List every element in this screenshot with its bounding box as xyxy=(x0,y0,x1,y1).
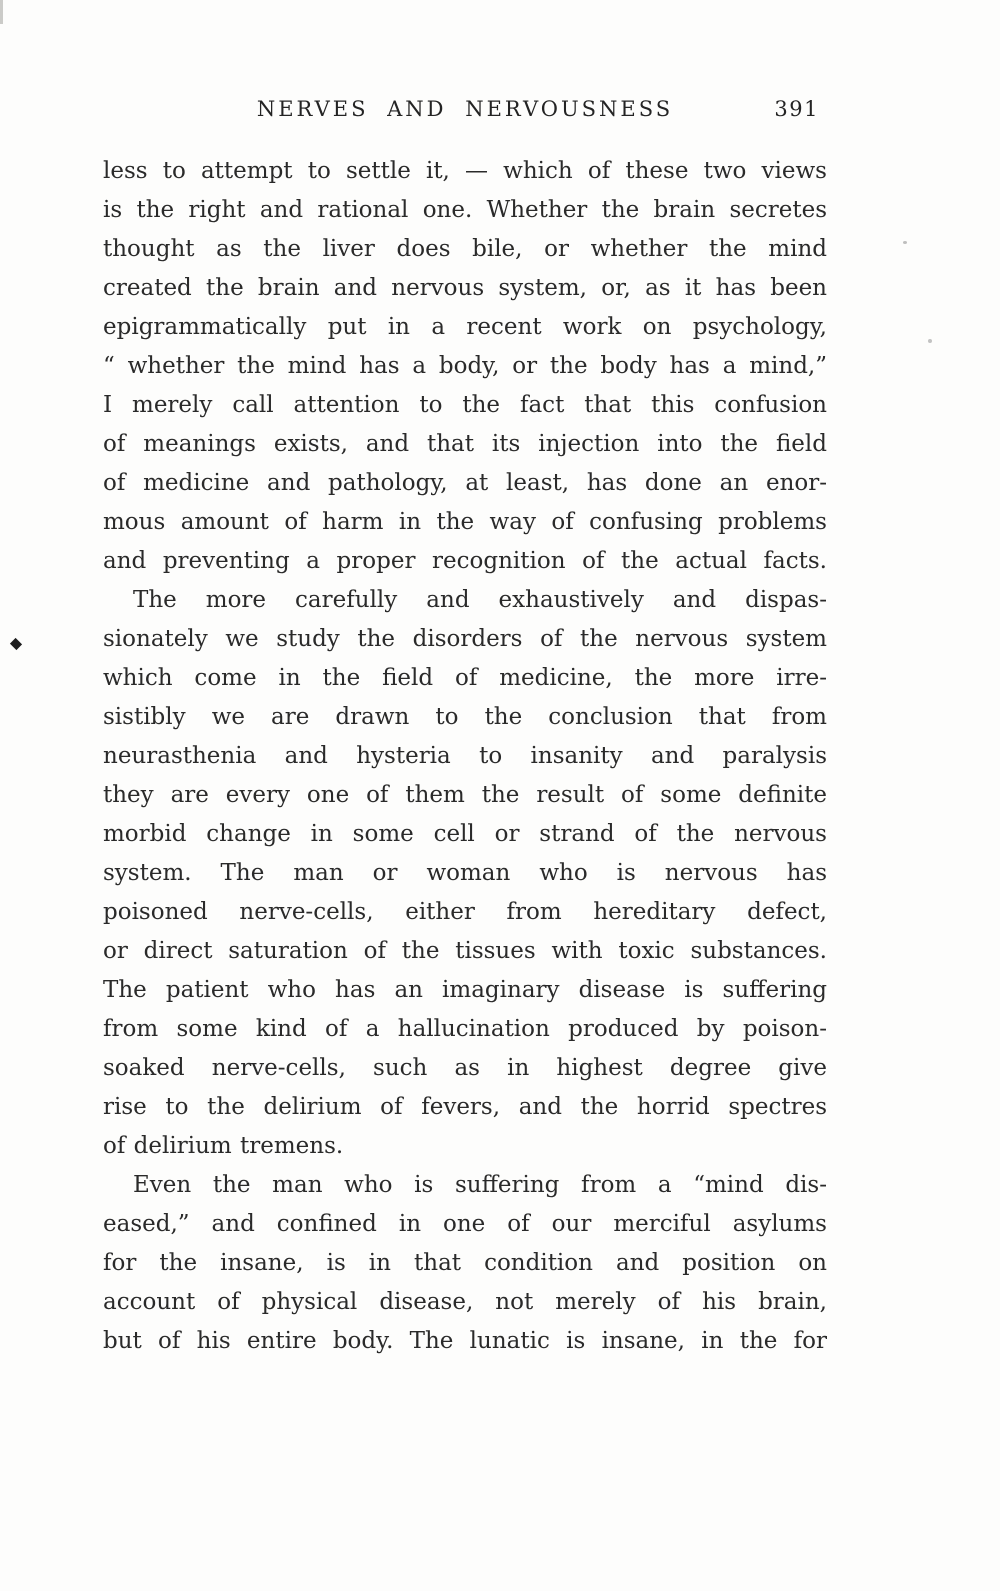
scan-speck xyxy=(903,241,907,244)
text-line: neurasthenia and hysteria to insanity and paralysis xyxy=(103,743,827,769)
text-line: is the right and rational one. Whether the brain secretes xyxy=(103,197,827,223)
scan-speck xyxy=(928,339,932,343)
running-title: NERVES AND NERVOUSNESS xyxy=(256,97,674,121)
text-line: of delirium tremens. xyxy=(103,1133,344,1159)
text-line: system. The man or woman who is nervous has xyxy=(103,860,827,886)
text-line: less to attempt to settle it, — which of these two views xyxy=(103,158,827,184)
text-line: of meanings exists, and that its injection into the field xyxy=(103,431,827,457)
text-line: poisoned nerve-cells, either from hereditary defect, xyxy=(103,899,827,925)
text-line: which come in the field of medicine, the more irre- xyxy=(103,665,827,691)
text-line: or direct saturation of the tissues with toxic substances. xyxy=(103,938,827,964)
text-line: thought as the liver does bile, or whether the mind xyxy=(103,236,827,262)
text-line: The patient who has an imaginary disease is suffering xyxy=(103,977,827,1003)
text-line: morbid change in some cell or strand of the nervous xyxy=(103,821,827,847)
text-line: epigrammatically put in a recent work on psychology, xyxy=(103,314,827,340)
margin-mark xyxy=(10,638,22,650)
text-line: The more carefully and exhaustively and dispas- xyxy=(133,587,827,613)
page-body xyxy=(103,152,827,1361)
text-line: from some kind of a hallucination produced by poison- xyxy=(103,1016,827,1042)
text-line: account of physical disease, not merely of his brain, xyxy=(103,1289,827,1315)
text-line: sionately we study the disorders of the nervous system xyxy=(103,626,827,652)
text-line: “ whether the mind has a body, or the body has a mind,” xyxy=(103,353,827,379)
page-number: 391 xyxy=(774,97,819,121)
text-line: Even the man who is suffering from a “mind dis- xyxy=(133,1172,827,1198)
page-header xyxy=(103,97,827,127)
text-line: I merely call attention to the fact that this confusion xyxy=(103,392,827,418)
text-line: created the brain and nervous system, or, as it has been xyxy=(103,275,827,301)
text-line: for the insane, is in that condition and position on xyxy=(103,1250,827,1276)
scan-edge-artifact xyxy=(0,0,3,24)
text-line: but of his entire body. The lunatic is insane, in the for xyxy=(103,1328,827,1354)
text-line: they are every one of them the result of some definite xyxy=(103,782,827,808)
text-line: mous amount of harm in the way of confusing problems xyxy=(103,509,827,535)
text-line: and preventing a proper recognition of the actual facts. xyxy=(103,548,827,574)
text-line: sistibly we are drawn to the conclusion that from xyxy=(103,704,827,730)
text-line: of medicine and pathology, at least, has done an enor- xyxy=(103,470,827,496)
text-line: eased,” and confined in one of our merciful asylums xyxy=(103,1211,827,1237)
text-line: rise to the delirium of fevers, and the horrid spectres xyxy=(103,1094,827,1120)
text-line: soaked nerve-cells, such as in highest degree give xyxy=(103,1055,827,1081)
